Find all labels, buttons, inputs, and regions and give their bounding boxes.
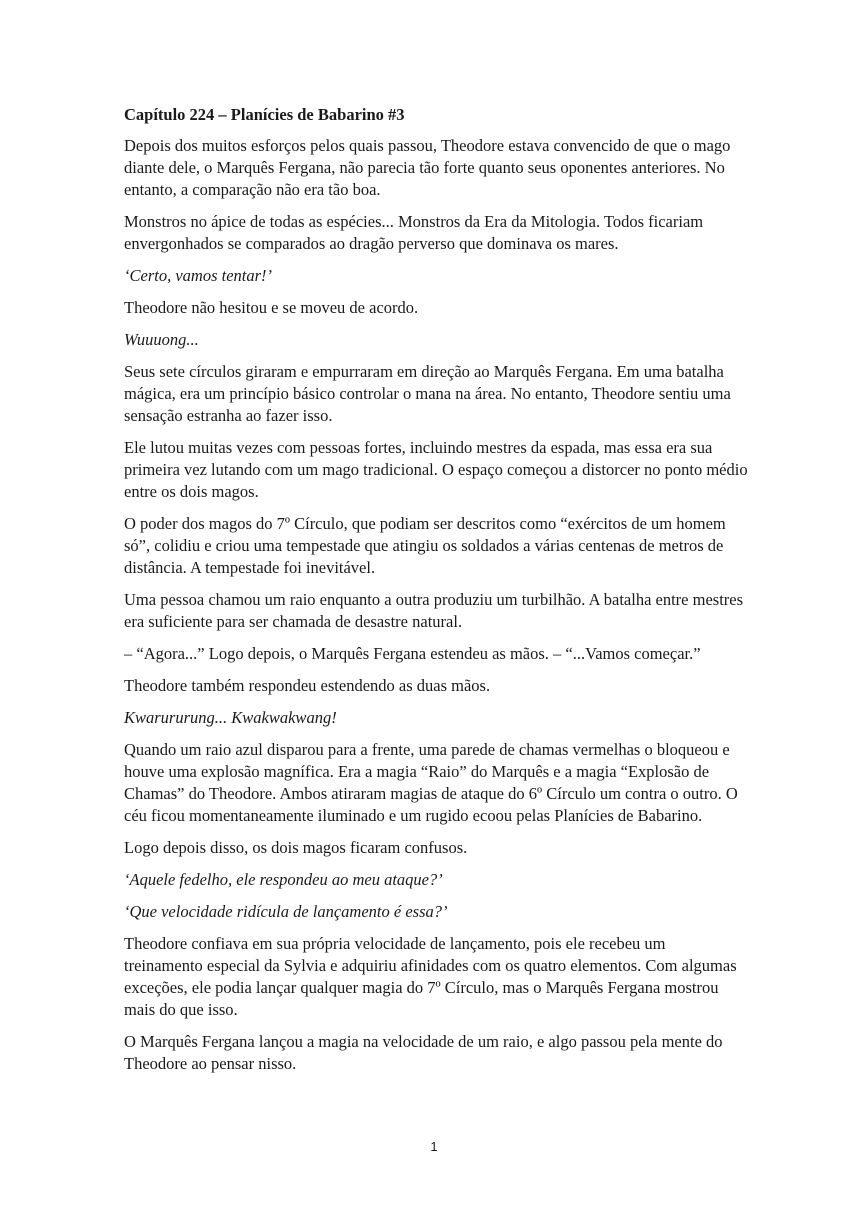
italic-paragraph: ‘Que velocidade ridícula de lançamento é essa?’ (124, 902, 448, 921)
paragraph: Logo depois disso, os dois magos ficaram confusos. (124, 838, 468, 857)
italic-paragraph: Wuuuong... (124, 330, 199, 349)
paragraph: Quando um raio azul disparou para a frente, uma parede de chamas vermelhas o bloqueou e houve uma explosão magnífica. Era a magia “Raio” do Marquês e a magia “Explosão de Chamas” do Theodore. Ambos atiraram magias de ataque do 6º Círculo um contra o outro. O céu ficou momentaneamente iluminado e um rugido ecoou pelas Planícies de Babarino. (124, 740, 738, 825)
paragraph: Uma pessoa chamou um raio enquanto a outra produziu um turbilhão. A batalha entre mestres era suficiente para ser chamada de desastre natural. (124, 590, 744, 631)
paragraph: Theodore não hesitou e se moveu de acordo. (124, 298, 419, 317)
italic-paragraph: ‘Certo, vamos tentar!’ (124, 266, 273, 285)
paragraph: Theodore também respondeu estendendo as duas mãos. (124, 676, 491, 695)
chapter-title: Capítulo 224 – Planícies de Babarino #3 (124, 105, 405, 124)
page-number: 1 (430, 1139, 438, 1154)
paragraph: O Marquês Fergana lançou a magia na velocidade de um raio, e algo passou pela mente do Theodore ao pensar nisso. (124, 1032, 723, 1073)
paragraph: Monstros no ápice de todas as espécies... Monstros da Era da Mitologia. Todos ficariam envergonhados se comparados ao dragão perverso que dominava os mares. (124, 212, 704, 253)
paragraph: Seus sete círculos giraram e empurraram em direção ao Marquês Fergana. Em uma batalha mágica, era um princípio básico controlar o mana na área. No entanto, Theodore sentiu uma sensação estranha ao fazer isso. (124, 362, 731, 425)
paragraph: Depois dos muitos esforços pelos quais passou, Theodore estava convencido de que o mago diante dele, o Marquês Fergana, não parecia tão forte quanto seus oponentes anteriores. No entanto, a comparação não era tão boa. (124, 136, 731, 199)
paragraph: – “Agora...” Logo depois, o Marquês Fergana estendeu as mãos. – “...Vamos começar.” (124, 644, 701, 663)
paragraph: O poder dos magos do 7º Círculo, que podiam ser descritos como “exércitos de um homem só”, colidiu e criou uma tempestade que atingiu os soldados a várias centenas de metros de distância. A tempestade foi inevitável. (124, 514, 726, 577)
paragraph: Theodore confiava em sua própria velocidade de lançamento, pois ele recebeu um treinamento especial da Sylvia e adquiriu afinidades com os quatro elementos. Com algumas exceções, ele podia lançar qualquer magia do 7º Círculo, mas o Marquês Fergana mostrou mais do que isso. (124, 934, 737, 1019)
body-text (124, 135, 748, 1075)
italic-paragraph: Kwarururung... Kwakwakwang! (124, 708, 337, 727)
document-page (124, 104, 748, 1085)
paragraph: Ele lutou muitas vezes com pessoas fortes, incluindo mestres da espada, mas essa era sua primeira vez lutando com um mago tradicional. O espaço começou a distorcer no ponto médio entre os dois magos. (124, 438, 748, 501)
italic-paragraph: ‘Aquele fedelho, ele respondeu ao meu ataque?’ (124, 870, 443, 889)
